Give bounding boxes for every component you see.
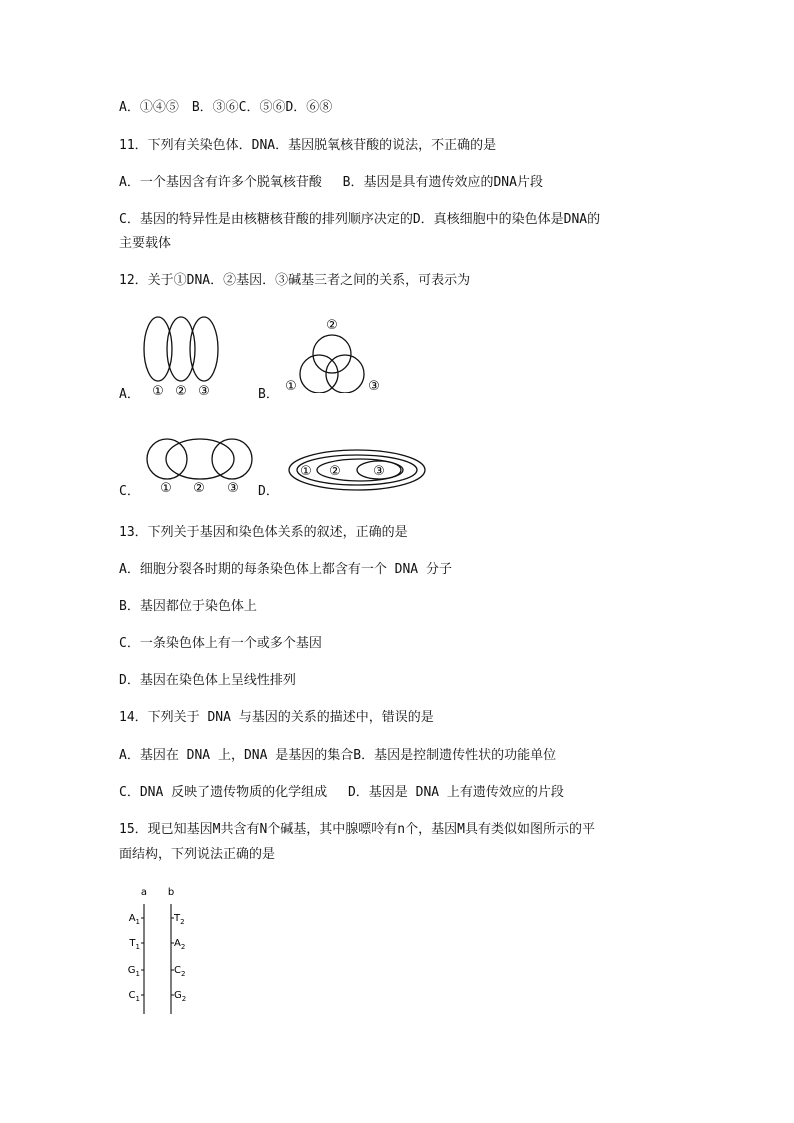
left-base-label: $C_1$ bbox=[128, 990, 140, 1003]
q12-b-label-2: ② bbox=[326, 318, 338, 333]
strand-a-label: a bbox=[140, 887, 148, 898]
left-base-label: $G_1$ bbox=[127, 965, 140, 978]
q15-stem-cont: 面结构，下列说法正确的是 bbox=[119, 847, 276, 862]
q12-c-label-3: ③ bbox=[227, 481, 239, 496]
q13-option-a: A．细胞分裂各时期的每条染色体上都含有一个 DNA 分子 bbox=[119, 562, 452, 577]
right-base-label: $C_2$ bbox=[174, 965, 186, 978]
q12-diagram-d bbox=[287, 448, 429, 494]
q12-diagram-c bbox=[144, 433, 256, 499]
q13-option-c: C．一条染色体上有一个或多个基因 bbox=[119, 636, 322, 651]
q15-dna-strand-diagram bbox=[120, 884, 200, 1019]
q11-options-ab: A．一个基因含有许多个脱氧核苷酸 B．基因是具有遗传效应的DNA片段 bbox=[119, 175, 543, 190]
q12-a-label-3: ③ bbox=[198, 384, 210, 399]
q10-options: A．①④⑤ B．③⑥C．⑤⑥D．⑥⑧ bbox=[119, 100, 333, 115]
right-base-label: $G_2$ bbox=[174, 990, 187, 1003]
q11-stem: 11．下列有关染色体．DNA．基因脱氧核苷酸的说法，不正确的是 bbox=[119, 138, 497, 153]
strand-b-label: b bbox=[167, 887, 175, 898]
q12-diagram-a bbox=[140, 312, 230, 402]
q12-a-label-1: ① bbox=[152, 384, 164, 399]
right-base-label: $T_2$ bbox=[174, 913, 185, 926]
q12-a-label-2: ② bbox=[175, 384, 187, 399]
left-base-label: $A_1$ bbox=[128, 913, 140, 926]
q12-b-label-1: ① bbox=[285, 379, 297, 394]
right-base-label: $A_2$ bbox=[174, 938, 186, 951]
q12-d-label-2: ② bbox=[329, 464, 341, 479]
q12-c-label-2: ② bbox=[193, 481, 205, 496]
q12-option-a-label: A． bbox=[119, 387, 140, 402]
q12-c-label-1: ① bbox=[160, 481, 172, 496]
q14-options-ab: A．基因在 DNA 上，DNA 是基因的集合B．基因是控制遗传性状的功能单位 bbox=[119, 748, 557, 763]
q12-d-label-1: ① bbox=[300, 464, 312, 479]
q12-option-c-label: C． bbox=[119, 484, 140, 499]
q11-options-cd: C．基因的特异性是由核糖核苷酸的排列顺序决定的D．真核细胞中的染色体是DNA的 bbox=[119, 212, 601, 227]
q12-stem: 12．关于①DNA．②基因．③碱基三者之间的关系，可表示为 bbox=[119, 273, 471, 288]
q11-options-cd-cont: 主要载体 bbox=[119, 236, 172, 251]
q13-stem: 13．下列关于基因和染色体关系的叙述，正确的是 bbox=[119, 525, 408, 540]
q12-b-label-3: ③ bbox=[368, 379, 380, 394]
q12-option-d-label: D． bbox=[258, 484, 279, 499]
q13-option-d: D．基因在染色体上呈线性排列 bbox=[119, 673, 296, 688]
q14-stem: 14．下列关于 DNA 与基因的关系的描述中，错误的是 bbox=[119, 710, 434, 725]
q13-option-b: B．基因都位于染色体上 bbox=[119, 599, 257, 614]
q12-diagram-b bbox=[282, 314, 386, 400]
q14-options-cd: C．DNA 反映了遗传物质的化学组成 D．基因是 DNA 上有遗传效应的片段 bbox=[119, 785, 564, 800]
q15-stem: 15．现已知基因M共含有N个碱基，其中腺嘌呤有n个，基因M具有类似如图所示的平 bbox=[119, 822, 595, 837]
q12-d-label-3: ③ bbox=[373, 464, 385, 479]
left-base-label: $T_1$ bbox=[129, 938, 140, 951]
q12-option-b-label: B． bbox=[258, 387, 279, 402]
